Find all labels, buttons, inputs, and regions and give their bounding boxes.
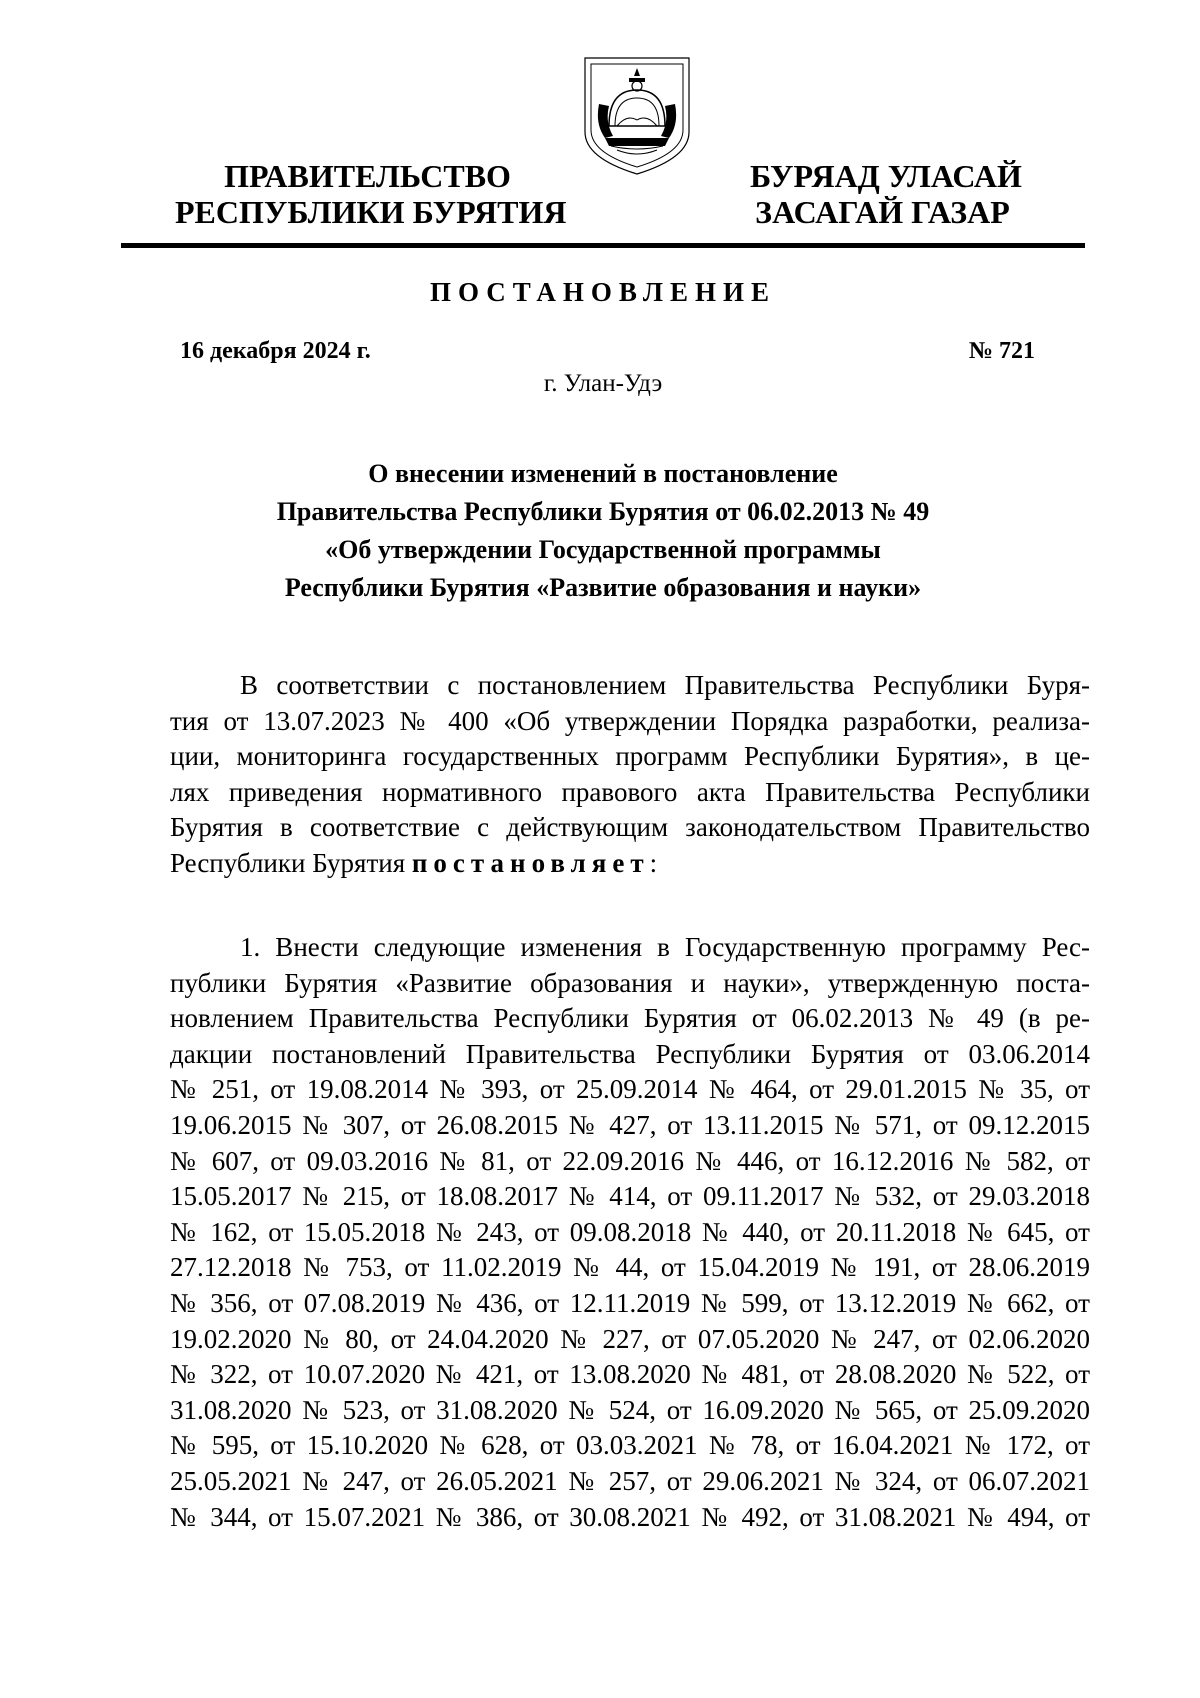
paragraph-line: № 162, от 15.05.2018 № 243, от 09.08.2018 № 440, от 20.11.2018 № 645, от	[170, 1216, 1090, 1247]
paragraph-line: тия от 13.07.2023 № 400 «Об утверждении Порядка разработки, реализа-	[170, 705, 1090, 736]
document-number: № 721	[968, 338, 1035, 364]
paragraph-line: 19.06.2015 № 307, от 26.08.2015 № 427, от 13.11.2015 № 571, от 09.12.2015	[170, 1109, 1090, 1140]
paragraph-line: дакции постановлений Правительства Республики Бурятия от 03.06.2014	[170, 1038, 1090, 1069]
document-subject	[121, 455, 1085, 607]
subject-line: Республики Бурятия «Развитие образования и науки»	[284, 573, 922, 602]
paragraph-line: 31.08.2020 № 523, от 31.08.2020 № 524, от 16.09.2020 № 565, от 25.09.2020	[170, 1394, 1090, 1425]
paragraph-text: Республики Бурятия	[170, 847, 412, 878]
paragraph-line: 27.12.2018 № 753, от 11.02.2019 № 44, от 15.04.2019 № 191, от 28.06.2019	[170, 1252, 1090, 1283]
issuer-name-buryat-line1: БУРЯАД УЛАСАЙ	[750, 158, 1022, 194]
subject-line: О внесении изменений в постановление	[368, 459, 838, 488]
paragraph-line: 1. Внести следующие изменения в Государственную программу Рес-	[240, 932, 1090, 962]
preamble-paragraph	[170, 668, 1090, 882]
document-city: г. Улан-Удэ	[543, 370, 663, 397]
paragraph-line: ции, мониторинга государственных программ Республики Бурятия», в це-	[170, 741, 1090, 772]
issuer-name-russian	[175, 158, 567, 230]
paragraph-line: Бурятия в соответствие с действующим законодательством Правительство	[170, 812, 1090, 843]
paragraph-line: публики Бурятия «Развитие образования и науки», утвержденную поста-	[170, 967, 1090, 998]
paragraph-text: :	[649, 847, 658, 878]
paragraph-last-line	[170, 846, 1090, 882]
coat-of-arms-icon	[581, 54, 693, 176]
paragraph-line: новлением Правительства Республики Бурятия от 06.02.2013 № 49 (в ре-	[170, 1003, 1090, 1034]
subject-line: Правительства Республики Бурятия от 06.02.2013 № 49	[276, 497, 930, 526]
paragraph-line: № 607, от 09.03.2016 № 81, от 22.09.2016 № 446, от 16.12.2016 № 582, от	[170, 1145, 1090, 1176]
resolves-word: постановляет	[411, 847, 650, 878]
paragraph-line: В соответствии с постановлением Правительства Республики Буря-	[240, 670, 1090, 700]
subject-line: «Об утверждении Государственной программы	[325, 535, 881, 564]
header-divider	[121, 243, 1085, 248]
paragraph-line: № 344, от 15.07.2021 № 386, от 30.08.2021 № 492, от 31.08.2021 № 494, от	[170, 1501, 1090, 1532]
issuer-name-buryat	[750, 158, 1022, 230]
paragraph-line: № 322, от 10.07.2020 № 421, от 13.08.2020 № 481, от 28.08.2020 № 522, от	[170, 1359, 1090, 1390]
issuer-name-russian-line2: РЕСПУБЛИКИ БУРЯТИЯ	[175, 194, 567, 230]
paragraph-line: 19.02.2020 № 80, от 24.04.2020 № 227, от 07.05.2020 № 247, от 02.06.2020	[170, 1323, 1090, 1354]
paragraph-line: 15.05.2017 № 215, от 18.08.2017 № 414, от 09.11.2017 № 532, от 29.03.2018	[170, 1181, 1090, 1212]
issuer-name-buryat-line2: ЗАСАГАЙ ГАЗАР	[755, 194, 1010, 230]
paragraph-line: 25.05.2021 № 247, от 26.05.2021 № 257, от 29.06.2021 № 324, от 06.07.2021	[170, 1465, 1090, 1496]
item-1-paragraph	[170, 930, 1090, 1535]
paragraph-line: № 595, от 15.10.2020 № 628, от 03.03.2021 № 78, от 16.04.2021 № 172, от	[170, 1430, 1090, 1461]
issuer-name-russian-line1: ПРАВИТЕЛЬСТВО	[224, 158, 511, 194]
paragraph-line: лях приведения нормативного правового акта Правительства Республики	[170, 776, 1090, 807]
paragraph-line: № 251, от 19.08.2014 № 393, от 25.09.2014 № 464, от 29.01.2015 № 35, от	[170, 1074, 1090, 1105]
document-date: 16 декабря 2024 г.	[180, 338, 371, 364]
document-type-title: ПОСТАНОВЛЕНИЕ	[429, 277, 777, 307]
paragraph-line: № 356, от 07.08.2019 № 436, от 12.11.2019 № 599, от 13.12.2019 № 662, от	[170, 1287, 1090, 1318]
